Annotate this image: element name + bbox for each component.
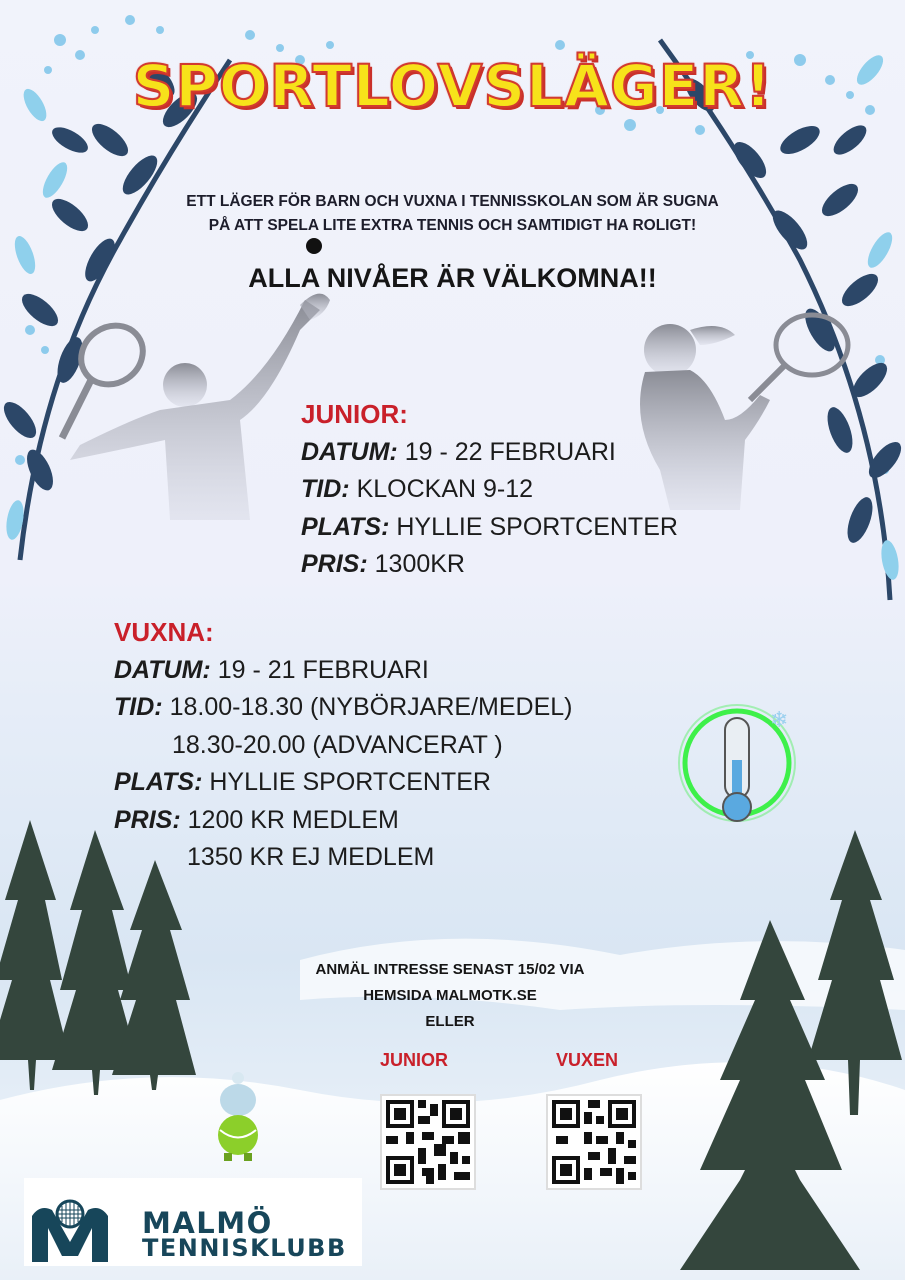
vuxna-pris-row-2 (114, 839, 573, 877)
junior-pris-value: 1300KR (374, 550, 465, 578)
vuxna-datum-label: DATUM: (114, 655, 211, 684)
thermometer-icon (679, 705, 795, 821)
signup-line-3: ELLER (425, 1013, 475, 1030)
junior-pris-row (301, 546, 678, 584)
vuxna-pris-row (114, 802, 573, 840)
tennis-ball-dot (306, 238, 322, 254)
junior-section (301, 396, 678, 584)
svg-text:❄: ❄ (770, 708, 789, 733)
qr-code-vuxen[interactable] (546, 1094, 642, 1190)
qr-code-junior[interactable] (380, 1094, 476, 1190)
vuxna-tid-row (114, 689, 573, 727)
junior-plats-value: HYLLIE SPORTCENTER (396, 512, 678, 541)
logo-line-1: MALMÖ (142, 1206, 273, 1240)
junior-tid-label: TID: (301, 475, 350, 503)
vuxna-tid-value-1: 18.00-18.30 (NYBÖRJARE/MEDEL) (169, 693, 573, 721)
vuxna-datum-value: 19 - 21 FEBRUARI (217, 655, 429, 684)
club-logo (24, 1178, 362, 1266)
vuxna-tid-row-2 (114, 727, 573, 765)
junior-pris-label: PRIS: (301, 550, 368, 578)
tennis-player-silhouette (62, 294, 330, 520)
vuxna-pris-value-1: 1200 KR MEDLEM (187, 805, 399, 834)
vuxna-plats-row (114, 764, 573, 802)
levels-welcome: ALLA NIVÅER ÄR VÄLKOMNA!! (248, 263, 657, 293)
signup-line-2[interactable]: HEMSIDA MALMOTK.SE (363, 987, 537, 1004)
junior-heading: JUNIOR: (301, 399, 408, 429)
vuxna-tid-label: TID: (114, 693, 163, 721)
vuxna-section (114, 614, 573, 877)
vuxna-pris-value-2: 1350 KR EJ MEDLEM (187, 843, 435, 871)
vuxna-heading: VUXNA: (114, 617, 214, 647)
vuxna-plats-label: PLATS: (114, 768, 203, 796)
junior-plats-row (301, 509, 678, 547)
vuxna-pris-label: PRIS: (114, 805, 181, 834)
right-leaf-branch (660, 40, 905, 600)
racket-logo-icon (30, 1198, 110, 1264)
logo-line-2: TENNISKLUBB (142, 1234, 347, 1262)
junior-datum-label: DATUM: (301, 437, 398, 466)
vuxna-plats-value: HYLLIE SPORTCENTER (209, 768, 491, 796)
junior-plats-label: PLATS: (301, 512, 390, 541)
junior-datum-value: 19 - 22 FEBRUARI (404, 437, 616, 466)
qr-code-icon (382, 1096, 474, 1188)
intro-line-1: ETT LÄGER FÖR BARN OCH VUXNA I TENNISSKOLAN SOM ÄR SUGNA (186, 193, 719, 210)
signup-line-1: ANMÄL INTRESSE SENAST 15/02 VIA (315, 961, 585, 978)
junior-tid-row (301, 471, 678, 509)
vuxna-datum-row (114, 652, 573, 690)
junior-datum-row (301, 434, 678, 472)
intro-text (0, 190, 905, 238)
qr-code-icon (548, 1096, 640, 1188)
vuxna-tid-value-2: 18.30-20.00 (ADVANCERAT ) (172, 730, 503, 759)
signup-info (250, 957, 650, 1035)
intro-line-2: PÅ ATT SPELA LITE EXTRA TENNIS OCH SAMTIDIGT HA ROLIGT! (208, 217, 697, 234)
junior-tid-value: KLOCKAN 9-12 (356, 475, 534, 503)
page-title: SPORTLOVSLÄGER! (132, 52, 773, 120)
qr-vuxen-label: VUXEN (556, 1050, 619, 1070)
qr-junior-label: JUNIOR (380, 1050, 449, 1070)
